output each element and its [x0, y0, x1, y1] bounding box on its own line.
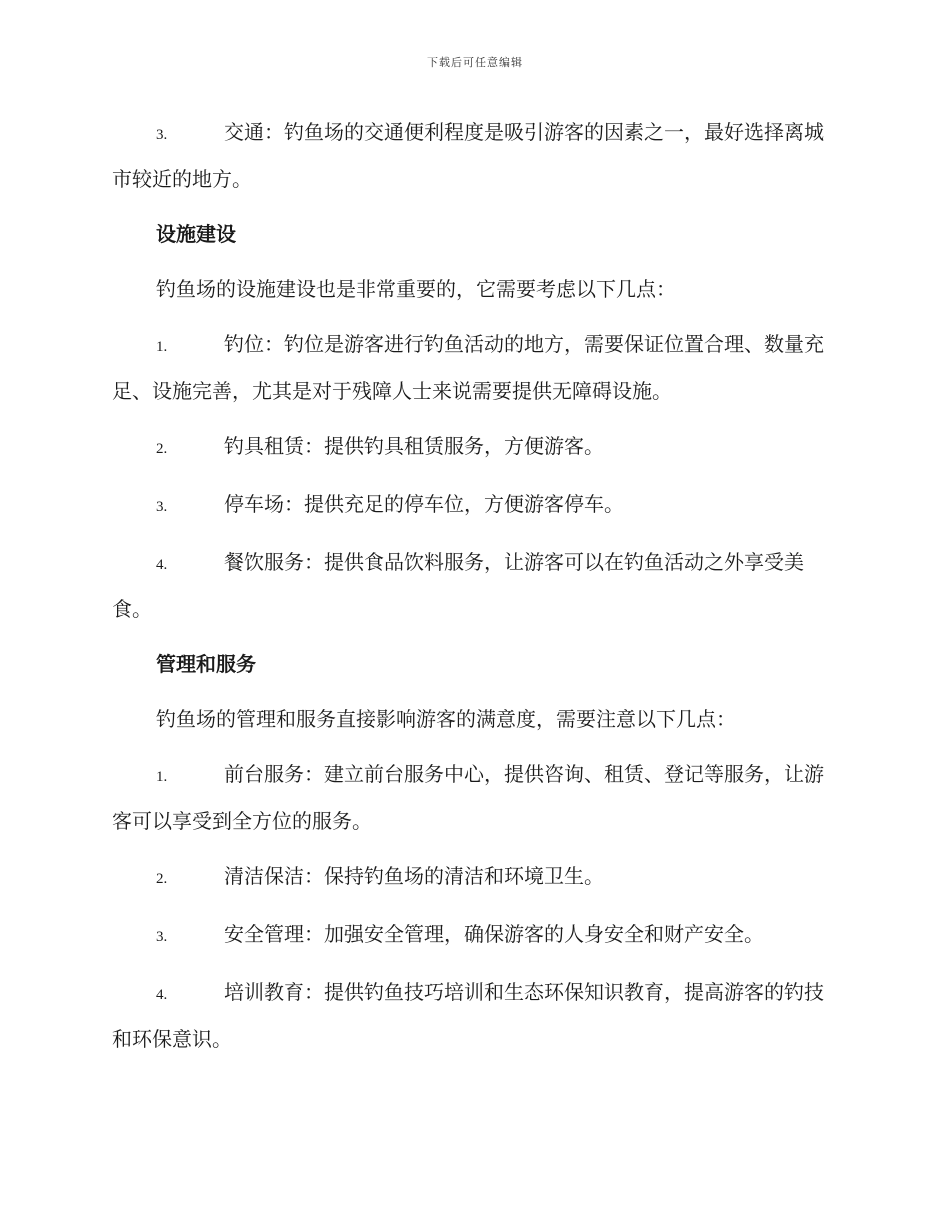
section-heading-facilities: 设施建设: [156, 222, 236, 246]
list-item-catering: [112, 540, 834, 631]
list-item-safety: [112, 912, 834, 959]
list-item-front-desk: [112, 752, 834, 843]
list-number: 3.: [156, 929, 168, 945]
list-number: 1.: [156, 769, 168, 785]
list-number: 2.: [156, 441, 168, 457]
list-item-tackle-rental: [112, 424, 834, 471]
list-item-parking: [112, 482, 834, 529]
list-number: 3.: [156, 499, 168, 515]
list-text: 前台服务：建立前台服务中心，提供咨询、租赁、登记等服务，让游客可以享受到全方位的服务。: [112, 762, 824, 833]
list-text: 钓具租赁：提供钓具租赁服务，方便游客。: [224, 434, 604, 458]
list-text: 培训教育：提供钓鱼技巧培训和生态环保知识教育，提高游客的钓技和环保意识。: [112, 980, 824, 1051]
list-number: 2.: [156, 871, 168, 887]
list-number: 4.: [156, 987, 168, 1003]
list-text: 餐饮服务：提供食品饮料服务，让游客可以在钓鱼活动之外享受美食。: [112, 550, 804, 621]
section-intro-facilities: 钓鱼场的设施建设也是非常重要的，它需要考虑以下几点：: [156, 277, 676, 301]
list-item-cleaning: [112, 854, 834, 901]
list-number: 4.: [156, 557, 168, 573]
list-text: 停车场：提供充足的停车位，方便游客停车。: [224, 492, 624, 516]
list-text: 钓位：钓位是游客进行钓鱼活动的地方，需要保证位置合理、数量充足、设施完善，尤其是对于残障人士来说需要提供无障碍设施。: [112, 332, 824, 403]
section-heading-management: 管理和服务: [156, 652, 256, 676]
document-body: [112, 110, 834, 1072]
list-number: 3.: [156, 127, 168, 143]
list-text: 交通：钓鱼场的交通便利程度是吸引游客的因素之一，最好选择离城市较近的地方。: [112, 120, 824, 191]
section-intro-management: 钓鱼场的管理和服务直接影响游客的满意度，需要注意以下几点：: [156, 707, 736, 731]
list-item-transport: [112, 110, 834, 201]
list-number: 1.: [156, 339, 168, 355]
page-header: 下载后可任意编辑: [427, 56, 523, 69]
list-item-fishing-spot: [112, 322, 834, 413]
list-text: 安全管理：加强安全管理，确保游客的人身安全和财产安全。: [224, 922, 764, 946]
list-text: 清洁保洁：保持钓鱼场的清洁和环境卫生。: [224, 864, 604, 888]
list-item-training: [112, 970, 834, 1061]
